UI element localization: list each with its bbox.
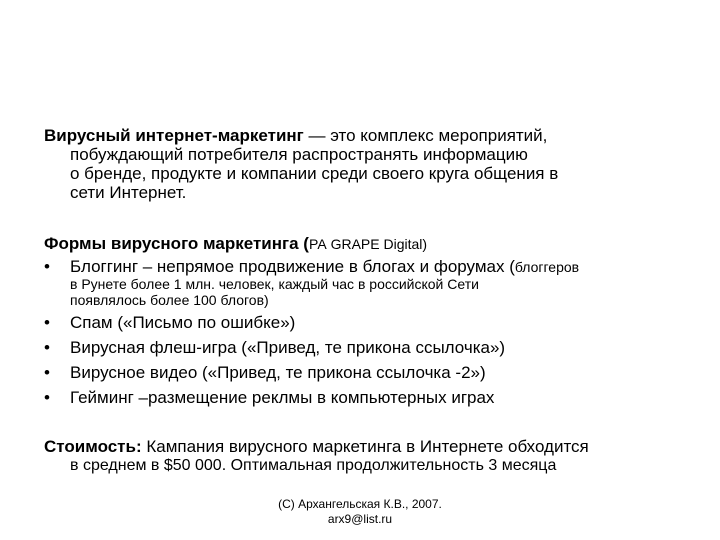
- footer: [0, 497, 720, 527]
- footer-email: arx9@list.ru: [327, 512, 393, 526]
- definition-paragraph: [44, 126, 694, 202]
- list-item: [44, 388, 694, 407]
- cost-line-2: в среднем в $50 000. Оптимальная продолжительность 3 месяца: [70, 457, 557, 474]
- forms-section: [44, 234, 694, 407]
- bullet-dot: •: [44, 257, 50, 276]
- blogging-small: блоггеров: [514, 259, 580, 275]
- forms-source: РА GRAPE Digital): [308, 236, 428, 252]
- definition-term: Вирусный интернет-маркетинг: [44, 126, 304, 145]
- bullet-dot: •: [44, 388, 50, 407]
- bullet-dot: •: [44, 338, 50, 357]
- cost-label: Стоимость:: [44, 437, 142, 456]
- list-item: [44, 363, 694, 382]
- forms-heading-text: Формы вирусного маркетинга (: [44, 234, 309, 253]
- blogging-main: Блоггинг – непрямое продвижение в блогах и форумах (: [70, 257, 515, 276]
- cost-paragraph: [44, 437, 694, 475]
- list-item: [44, 313, 694, 332]
- cost-line-1: [44, 437, 694, 456]
- list-item-text: Гейминг –размещение реклмы в компьютерных играх: [70, 388, 495, 407]
- blogging-note-line-2: появлялось более 100 блогов): [70, 292, 269, 308]
- list-item-text: Вирусное видео («Привед, те прикона ссылочка -2»): [70, 363, 486, 382]
- forms-list: [44, 313, 694, 407]
- bullet-dot: •: [44, 363, 50, 382]
- definition-line-3: о бренде, продукте и компании среди своего круга общения в: [70, 164, 559, 183]
- footer-copyright: (C) Архангельская К.В., 2007.: [278, 497, 442, 511]
- list-item-blogging: [44, 257, 694, 276]
- definition-line-2: побуждающий потребителя распространять информацию: [70, 145, 528, 164]
- definition-line-4: сети Интернет.: [70, 183, 187, 202]
- list-item-text: Спам («Письмо по ошибке»): [70, 313, 296, 332]
- definition-line-1: [44, 126, 694, 145]
- list-item-text: Вирусная флеш-игра («Привед, те прикона ссылочка»): [70, 338, 506, 357]
- bullet-dot: •: [44, 313, 50, 332]
- blogging-note-line-1: в Рунете более 1 млн. человек, каждый час в российской Сети: [70, 276, 479, 292]
- list-item: [44, 338, 694, 357]
- cost-line-1-rest: Кампания вирусного маркетинга в Интернете обходится: [141, 437, 589, 456]
- forms-heading: [44, 234, 694, 253]
- definition-line-1-rest: — это комплекс мероприятий,: [303, 126, 548, 145]
